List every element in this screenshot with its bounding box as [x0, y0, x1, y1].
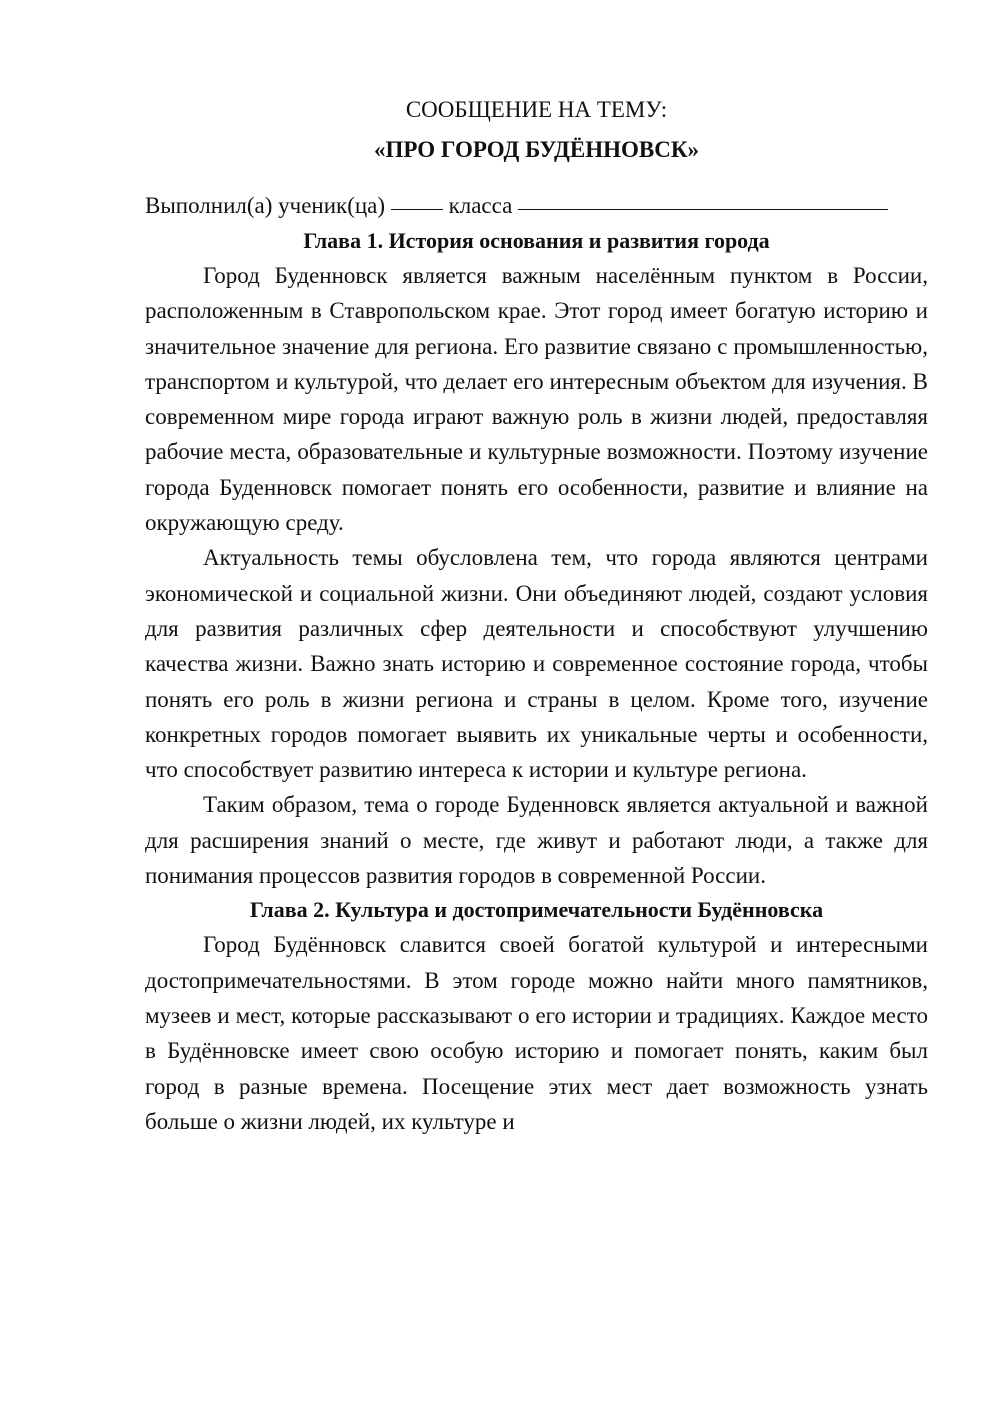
chapter-2-paragraph-1: Город Будённовск славится своей богатой культурой и интересными достопримечательностями. В этом городе можно найти много памятников, музеев и мест, которые рассказывают о его истории и традициях. Каждое место в Будённовске имеет свою особую историю и помогает понять, каким был город в разные времена. Посещение этих мест дает возможность узнать больше о жизни людей, их культуре и	[145, 932, 928, 1134]
student-name-blank	[518, 209, 888, 210]
performed-by-label: Выполнил(а) ученик(ца)	[145, 193, 386, 218]
chapter-1-heading: Глава 1. История основания и развития города	[303, 228, 770, 253]
document-content	[145, 92, 928, 1139]
class-label: класса	[448, 193, 513, 218]
chapter-1-paragraph-3: Таким образом, тема о городе Буденновск является актуальной и важной для расширения знаний о месте, где живут и работают люди, а также для понимания процессов развития городов в современной России.	[145, 792, 928, 889]
chapter-1-paragraph-2: Актуальность темы обусловлена тем, что города являются центрами экономической и социальной жизни. Они объединяют людей, создают условия для развития различных сфер деятельности и способствуют улучшению качества жизни. Важно знать историю и современное состояние города, чтобы понять его роль в жизни региона и страны в целом. Кроме того, изучение конкретных городов помогает выявить их уникальные черты и особенности, что способствует развитию интереса к истории и культуре региона.	[145, 545, 928, 783]
class-number-blank	[391, 209, 443, 210]
chapter-1-paragraph-1: Город Буденновск является важным населённым пунктом в России, расположенным в Ставропольском крае. Этот город имеет богатую историю и значительное значение для региона. Его развитие связано с промышленностью, транспортом и культурой, что делает его интересным объектом для изучения. В современном мире города играют важную роль в жизни людей, предоставляя рабочие места, образовательные и культурные возможности. Поэтому изучение города Буденновск помогает понять его особенности, развитие и влияние на окружающую среду.	[145, 263, 928, 536]
student-info-line	[145, 188, 928, 224]
document-subtitle: «ПРО ГОРОД БУДЁННОВСК»	[373, 137, 700, 162]
document-title: СООБЩЕНИЕ НА ТЕМУ:	[405, 97, 668, 122]
chapter-2-heading: Глава 2. Культура и достопримечательности Будённовска	[249, 897, 824, 923]
